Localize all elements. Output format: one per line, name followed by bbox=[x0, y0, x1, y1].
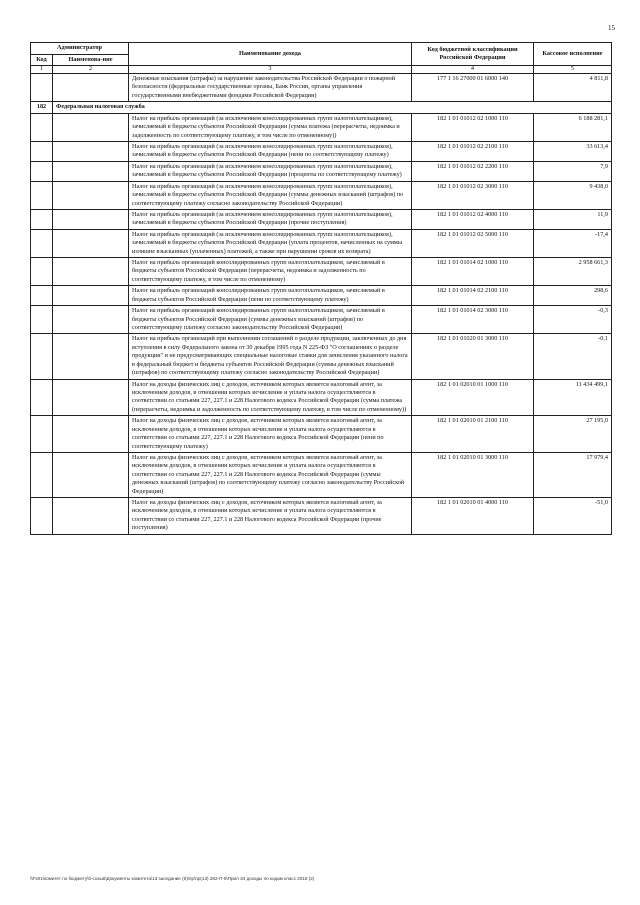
row-admin-name bbox=[53, 334, 129, 379]
row-kod bbox=[31, 161, 53, 181]
row-admin-name bbox=[53, 74, 129, 102]
row-amount: -51,0 bbox=[534, 498, 612, 535]
row-kod bbox=[31, 498, 53, 535]
table-row bbox=[31, 258, 612, 286]
row-kod bbox=[31, 379, 53, 416]
row-kod bbox=[31, 286, 53, 306]
row-budget-code: 182 1 01 01012 02 2100 110 bbox=[412, 142, 534, 162]
row-amount: 2 958 661,3 bbox=[534, 258, 612, 286]
row-admin-name bbox=[53, 306, 129, 334]
row-kod bbox=[31, 306, 53, 334]
row-budget-code: 182 1 01 01012 02 1000 110 bbox=[412, 113, 534, 141]
row-income-name: Налог на прибыль организаций (за исключением консолидированных групп налогоплательщиков), зачисляемый в бюджеты субъектов Российской Федерации (проценты по соответствующему платежу) bbox=[129, 161, 412, 181]
row-amount: 27 195,0 bbox=[534, 416, 612, 453]
column-number: 3 bbox=[129, 66, 412, 74]
row-budget-code: 182 1 01 01014 02 2100 110 bbox=[412, 286, 534, 306]
row-amount: 298,6 bbox=[534, 286, 612, 306]
row-admin-name bbox=[53, 286, 129, 306]
row-budget-code: 182 1 01 01020 01 3000 110 bbox=[412, 334, 534, 379]
header-administrator: Администратор bbox=[31, 43, 129, 55]
table-row bbox=[31, 113, 612, 141]
table-row bbox=[31, 74, 612, 102]
row-income-name: Налог на прибыль организаций консолидированных групп налогоплательщиков, зачисляемый в бюджеты субъектов Российской Федерации (перерасчеты, недоимка и задолженность по соответствующему платежу, в том числе по отмененному) bbox=[129, 258, 412, 286]
table-row bbox=[31, 452, 612, 497]
page-number: 15 bbox=[608, 24, 615, 32]
row-income-name: Налог на прибыль организаций (за исключением консолидированных групп налогоплательщиков), зачисляемый в бюджеты субъектов Российской Федерации (суммы денежных взысканий (штрафов) по соответствующему платежу согласно законодательству Российской Федерации) bbox=[129, 181, 412, 209]
row-kod bbox=[31, 209, 53, 229]
row-income-name: Налог на прибыль организаций (за исключением консолидированных групп налогоплательщиков), зачисляемый в бюджеты субъектов Российской Федерации (сумма платежа (перерасчеты, недоимка и задолженность по соответствующему платежу, в том числе по отмененному)) bbox=[129, 113, 412, 141]
row-admin-name bbox=[53, 229, 129, 257]
table-row bbox=[31, 209, 612, 229]
table-header bbox=[31, 43, 612, 74]
table-row bbox=[31, 229, 612, 257]
header-budget-code: Код бюджетной классификации Российской Федерации bbox=[412, 43, 534, 66]
row-admin-name bbox=[53, 161, 129, 181]
row-admin-name bbox=[53, 498, 129, 535]
row-amount: 9 438,0 bbox=[534, 181, 612, 209]
section-kod: 182 bbox=[31, 102, 53, 113]
row-budget-code: 182 1 01 01012 02 5000 110 bbox=[412, 229, 534, 257]
row-admin-name bbox=[53, 452, 129, 497]
row-income-name: Налог на прибыль организаций (за исключением консолидированных групп налогоплательщиков), зачисляемый в бюджеты субъектов Российской Федерации (уплата процентов, начисленных на суммы излишне взысканных (уплаченных) платежей, а также при нарушении сроков их возврата) bbox=[129, 229, 412, 257]
row-income-name: Налог на прибыль организаций консолидированных групп налогоплательщиков, зачисляемый в бюджеты субъектов Российской Федерации (суммы денежных взысканий (штрафов) по соответствующему платежу согласно законодательству Российской Федерации) bbox=[129, 306, 412, 334]
row-budget-code: 182 1 01 01012 02 4000 110 bbox=[412, 209, 534, 229]
row-amount: 33 613,4 bbox=[534, 142, 612, 162]
row-amount: -0,3 bbox=[534, 306, 612, 334]
table-row bbox=[31, 379, 612, 416]
column-number: 5 bbox=[534, 66, 612, 74]
column-number: 4 bbox=[412, 66, 534, 74]
row-amount: 17 979,4 bbox=[534, 452, 612, 497]
header-income-name: Наименование дохода bbox=[129, 43, 412, 66]
section-title: Федеральная налоговая служба bbox=[53, 102, 612, 113]
row-admin-name bbox=[53, 142, 129, 162]
row-income-name: Налог на прибыль организаций (за исключением консолидированных групп налогоплательщиков), зачисляемый в бюджеты субъектов Российской Федерации (прочие поступления) bbox=[129, 209, 412, 229]
row-income-name: Денежные взыскания (штрафы) за нарушение законодательства Российской Федерации о пожарной безопасности (федеральные государственные органы, Банк России, органы управления государственными внебюджетными фондами Российской Федерации) bbox=[129, 74, 412, 102]
row-budget-code: 182 1 01 01014 02 3000 110 bbox=[412, 306, 534, 334]
row-income-name: Налог на доходы физических лиц с доходов, источником которых является налоговый агент, за исключением доходов, в отношении которых исчисление и уплата налога осуществляются в соответствии со статьями 227, 227.1 и 228 Налогового кодекса Российской Федерации (суммы денежных взысканий (штрафов) по соответствующему платежу согласно законодательству Российской Федерации) bbox=[129, 452, 412, 497]
row-income-name: Налог на доходы физических лиц с доходов, источником которых является налоговый агент, за исключением доходов, в отношении которых исчисление и уплата налога осуществляются в соответствии со статьями 227, 227.1 и 228 Налогового кодекса Российской Федерации (пени по соответствующему платежу) bbox=[129, 416, 412, 453]
row-amount: 6 188 281,1 bbox=[534, 113, 612, 141]
row-kod bbox=[31, 416, 53, 453]
row-kod bbox=[31, 181, 53, 209]
row-admin-name bbox=[53, 209, 129, 229]
row-admin-name bbox=[53, 113, 129, 141]
row-income-name: Налог на прибыль организаций (за исключением консолидированных групп налогоплательщиков), зачисляемый в бюджеты субъектов Российской Федерации (пени по соответствующему платежу) bbox=[129, 142, 412, 162]
row-budget-code: 182 1 01 02010 01 1000 110 bbox=[412, 379, 534, 416]
row-kod bbox=[31, 113, 53, 141]
row-admin-name bbox=[53, 416, 129, 453]
header-kod: Код bbox=[31, 54, 53, 66]
row-income-name: Налог на доходы физических лиц с доходов, источником которых является налоговый агент, за исключением доходов, в отношении которых исчисление и уплата налога осуществляются в соответствии со статьями 227, 227.1 и 228 Налогового кодекса Российской Федерации (сумма платежа (перерасчеты, недоимка и задолженность по соответствующему платежу, в том числе по отмененному)) bbox=[129, 379, 412, 416]
row-admin-name bbox=[53, 181, 129, 209]
row-budget-code: 177 1 16 27000 01 6000 140 bbox=[412, 74, 534, 102]
row-kod bbox=[31, 74, 53, 102]
table-body bbox=[31, 74, 612, 535]
row-amount: 7,9 bbox=[534, 161, 612, 181]
row-admin-name bbox=[53, 379, 129, 416]
row-kod bbox=[31, 334, 53, 379]
row-budget-code: 182 1 01 02010 01 3000 110 bbox=[412, 452, 534, 497]
row-amount: 4 811,8 bbox=[534, 74, 612, 102]
table-row bbox=[31, 286, 612, 306]
row-admin-name bbox=[53, 258, 129, 286]
row-amount: -0,1 bbox=[534, 334, 612, 379]
header-cash-execution: Кассовое исполнение bbox=[534, 43, 612, 66]
row-budget-code: 182 1 01 02010 01 4000 110 bbox=[412, 498, 534, 535]
header-naim: Наименова-ние bbox=[53, 54, 129, 66]
column-number: 1 bbox=[31, 66, 53, 74]
row-kod bbox=[31, 452, 53, 497]
table-row bbox=[31, 416, 612, 453]
row-budget-code: 182 1 01 01012 02 2200 110 bbox=[412, 161, 534, 181]
row-income-name: Налог на прибыль организаций при выполнении соглашений о разделе продукции, заключенных до дня вступления в силу Федерального закона от 30 декабря 1995 года N 225-ФЗ "О соглашениях о разделе продукции" и не предусматривающих специальные налоговые ставки для зачисления указанного налога в федеральный бюджет и бюджеты субъектов Российской Федерации (суммы денежных взысканий (штрафов) по соответствующему платежу согласно законодательству Российской Федерации) bbox=[129, 334, 412, 379]
column-number: 2 bbox=[53, 66, 129, 74]
row-income-name: Налог на прибыль организаций консолидированных групп налогоплательщиков, зачисляемый в бюджеты субъектов Российской Федерации (пени по соответствующему платежу) bbox=[129, 286, 412, 306]
table-row bbox=[31, 181, 612, 209]
row-kod bbox=[31, 258, 53, 286]
row-budget-code: 182 1 01 01014 02 1000 110 bbox=[412, 258, 534, 286]
row-amount: 11 434 499,1 bbox=[534, 379, 612, 416]
row-income-name: Налог на доходы физических лиц с доходов, источником которых является налоговый агент, за исключением доходов, в отношении которых исчисление и уплата налога осуществляются в соответствии со статьями 227, 227.1 и 228 Налогового кодекса Российской Федерации (прочие поступления) bbox=[129, 498, 412, 535]
row-budget-code: 182 1 01 02010 01 2100 110 bbox=[412, 416, 534, 453]
row-amount: 11,9 bbox=[534, 209, 612, 229]
file-path-footer: \\Fs01\комитет по бюджету\б-созыв\Документы комитета\13 заседание (6)\пр\пр(13) 282-П-9\Прил 34 доходы по кодам класс 2018 (2) bbox=[30, 876, 315, 881]
row-kod bbox=[31, 229, 53, 257]
row-budget-code: 182 1 01 01012 02 3000 110 bbox=[412, 181, 534, 209]
table-row bbox=[31, 161, 612, 181]
column-numbers-row bbox=[31, 66, 612, 74]
table-row bbox=[31, 334, 612, 379]
section-row bbox=[31, 102, 612, 113]
row-amount: -17,4 bbox=[534, 229, 612, 257]
revenue-table bbox=[30, 42, 612, 535]
table-row bbox=[31, 498, 612, 535]
row-kod bbox=[31, 142, 53, 162]
table-row bbox=[31, 306, 612, 334]
table-row bbox=[31, 142, 612, 162]
